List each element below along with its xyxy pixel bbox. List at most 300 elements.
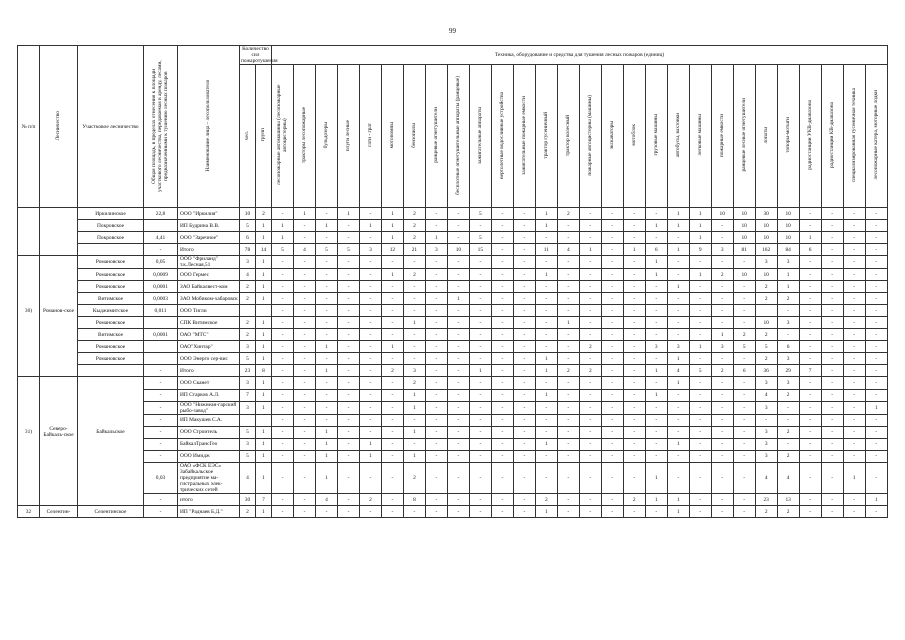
table-cell: -: [799, 208, 821, 220]
table-cell: -: [843, 220, 865, 232]
table-cell: -: [337, 389, 359, 401]
table-cell: -: [799, 414, 821, 426]
table-cell: -: [601, 426, 623, 438]
table-cell: [78, 365, 144, 377]
table-cell: 1: [777, 281, 799, 293]
table-cell: -: [359, 208, 381, 220]
table-cell: -: [491, 439, 513, 451]
table-cell: -: [315, 389, 337, 401]
table-cell: -: [601, 353, 623, 365]
table-cell: [40, 208, 78, 220]
table-cell: -: [513, 439, 535, 451]
table-cell: 1: [403, 401, 425, 414]
table-cell: -: [381, 293, 403, 305]
table-cell: -: [294, 232, 316, 244]
table-cell: -: [337, 463, 359, 494]
table-cell: 1: [381, 341, 403, 353]
table-row: [18, 220, 888, 232]
table-row: [18, 463, 888, 494]
header-area: Общая площадь, в пределах отнесения к площади участкового лесничества, передаваемая в аренду, лесами, предназначенными к тушению лесных пожаров: [144, 46, 178, 208]
table-cell: -: [425, 439, 447, 451]
lessee-cell: ООО Имидж: [178, 451, 240, 463]
table-cell: 10: [755, 269, 777, 281]
table-cell: 10: [755, 317, 777, 329]
table-cell: -: [623, 220, 645, 232]
table-cell: -: [689, 353, 711, 365]
table-cell: -: [733, 439, 755, 451]
table-cell: -: [403, 329, 425, 341]
lessee-cell: ЗАО Байкалвест-ком: [178, 281, 240, 293]
table-cell: -: [272, 353, 294, 365]
table-cell: -: [535, 341, 557, 353]
lessee-cell: ООО Тигли: [178, 305, 240, 317]
table-cell: -: [403, 506, 425, 518]
header-equipment-12: трактор гусеничный: [535, 65, 557, 208]
table-cell: -: [359, 365, 381, 377]
table-cell: [40, 281, 78, 293]
table-cell: -: [337, 293, 359, 305]
table-cell: -: [557, 401, 579, 414]
lessee-cell: СПК Витимское: [178, 317, 240, 329]
table-cell: -: [315, 269, 337, 281]
table-cell: -: [469, 341, 491, 353]
header-equipment-11: зажигательные пожарные емкости: [513, 65, 535, 208]
table-cell: 12: [381, 244, 403, 256]
table-cell: 1: [315, 463, 337, 494]
table-cell: -: [689, 389, 711, 401]
table-cell: -: [337, 317, 359, 329]
header-district: Участковое лесничество: [78, 46, 144, 208]
table-cell: 1: [645, 220, 667, 232]
table-cell: -: [513, 401, 535, 414]
header-equipment-3: плуги лесные: [337, 65, 359, 208]
table-cell: -: [601, 317, 623, 329]
table-cell: [40, 451, 78, 463]
table-cell: -: [425, 463, 447, 494]
table-cell: [40, 329, 78, 341]
table-cell: -: [799, 341, 821, 353]
header-equipment-16: мотоблок: [623, 65, 645, 208]
header-equipment-24: радиостанции УКВ-диапазона: [799, 65, 821, 208]
table-cell: 1: [447, 293, 469, 305]
table-cell: [78, 389, 144, 401]
table-cell: -: [535, 329, 557, 341]
table-cell: [18, 281, 40, 293]
table-cell: -: [821, 365, 843, 377]
table-cell: -: [601, 506, 623, 518]
table-row: [18, 389, 888, 401]
table-cell: 2: [579, 341, 601, 353]
table-cell: -: [557, 439, 579, 451]
table-cell: 1: [535, 439, 557, 451]
table-cell: 2: [777, 389, 799, 401]
table-cell: -: [425, 281, 447, 293]
table-cell: -: [359, 426, 381, 438]
table-cell: -: [843, 341, 865, 353]
table-cell: 1: [256, 389, 272, 401]
table-cell: -: [579, 232, 601, 244]
table-cell: -: [645, 281, 667, 293]
table-cell: -: [711, 414, 733, 426]
table-cell: 2: [755, 353, 777, 365]
table-cell: -: [381, 317, 403, 329]
header-equipment-10: вертолетные водосливные устройства: [491, 65, 513, 208]
table-cell: -: [513, 208, 535, 220]
table-cell: 5: [733, 341, 755, 353]
table-cell: 1: [256, 451, 272, 463]
table-cell: -: [491, 341, 513, 353]
table-cell: 1: [667, 220, 689, 232]
table-cell: -: [865, 365, 887, 377]
table-cell: -: [689, 281, 711, 293]
table-cell: -: [272, 208, 294, 220]
table-cell: -: [557, 451, 579, 463]
table-cell: 78: [240, 244, 256, 256]
table-cell: -: [579, 353, 601, 365]
table-cell: -: [535, 401, 557, 414]
table-cell: -: [337, 341, 359, 353]
table-cell: -: [557, 494, 579, 506]
table-cell: 2: [403, 269, 425, 281]
table-cell: -: [294, 401, 316, 414]
table-cell: -: [469, 220, 491, 232]
table-cell: -: [294, 293, 316, 305]
table-cell: -: [294, 414, 316, 426]
table-cell: [78, 451, 144, 463]
table-cell: 1: [272, 232, 294, 244]
table-cell: -: [601, 208, 623, 220]
table-cell: Селенгинское: [78, 506, 144, 518]
table-cell: 1: [256, 293, 272, 305]
table-cell: 10: [777, 208, 799, 220]
table-cell: -: [711, 353, 733, 365]
table-row: [18, 494, 888, 506]
table-cell: 3: [755, 401, 777, 414]
table-cell: -: [579, 463, 601, 494]
table-cell: -: [403, 353, 425, 365]
table-cell: -: [579, 451, 601, 463]
table-row: [18, 256, 888, 269]
merged-label: 30): [18, 305, 40, 317]
table-cell: 2: [240, 506, 256, 518]
table-cell: 1: [359, 220, 381, 232]
table-cell: [18, 494, 40, 506]
table-cell: -: [711, 305, 733, 317]
table-cell: 1: [645, 463, 667, 494]
table-cell: -: [359, 414, 381, 426]
table-row: [18, 377, 888, 390]
table-cell: -: [865, 256, 887, 269]
table-cell: -: [689, 377, 711, 390]
table-cell: -: [381, 414, 403, 426]
lessee-cell: ОАО "МТС": [178, 329, 240, 341]
table-cell: -: [337, 377, 359, 390]
table-cell: -: [667, 317, 689, 329]
table-row: [18, 244, 888, 256]
table-cell: [18, 414, 40, 426]
table-cell: -: [381, 426, 403, 438]
table-cell: 5: [689, 365, 711, 377]
table-cell: -: [491, 401, 513, 414]
table-cell: -: [425, 451, 447, 463]
table-cell: 3: [711, 341, 733, 353]
table-cell: 1: [645, 389, 667, 401]
table-cell: -: [425, 389, 447, 401]
table-cell: 5: [240, 426, 256, 438]
table-cell: -: [843, 365, 865, 377]
table-cell: 3: [777, 317, 799, 329]
table-cell: -: [601, 365, 623, 377]
table-cell: 5: [272, 244, 294, 256]
table-cell: -: [144, 365, 178, 377]
table-cell: 1: [403, 426, 425, 438]
table-cell: -: [272, 305, 294, 317]
table-cell: -: [667, 414, 689, 426]
table-cell: -: [557, 426, 579, 438]
table-cell: [240, 414, 256, 426]
table-cell: -: [272, 414, 294, 426]
table-cell: 1: [645, 365, 667, 377]
table-row: [18, 208, 888, 220]
table-cell: -: [425, 414, 447, 426]
table-cell: 1: [535, 208, 557, 220]
table-cell: -: [513, 494, 535, 506]
table-cell: 4: [294, 244, 316, 256]
table-cell: -: [601, 389, 623, 401]
table-cell: -: [447, 365, 469, 377]
table-cell: 9: [689, 244, 711, 256]
table-cell: [40, 341, 78, 353]
table-cell: 4: [755, 389, 777, 401]
lessee-cell: БайкалТрансГео: [178, 439, 240, 451]
table-cell: -: [447, 329, 469, 341]
table-cell: -: [601, 232, 623, 244]
table-cell: 4: [557, 244, 579, 256]
table-cell: -: [535, 377, 557, 390]
table-cell: -: [645, 232, 667, 244]
table-cell: -: [272, 439, 294, 451]
table-cell: -: [667, 305, 689, 317]
table-cell: -: [294, 341, 316, 353]
table-cell: 1: [381, 232, 403, 244]
table-cell: 2: [403, 232, 425, 244]
table-cell: 1: [315, 439, 337, 451]
table-cell: 10: [240, 208, 256, 220]
table-row: [18, 232, 888, 244]
table-cell: 1: [403, 451, 425, 463]
table-cell: -: [799, 305, 821, 317]
table-cell: -: [733, 305, 755, 317]
table-row: [18, 353, 888, 365]
table-row: [18, 506, 888, 518]
lessee-cell: ИП Будрина В.В.: [178, 220, 240, 232]
table-cell: -: [557, 232, 579, 244]
table-cell: [40, 269, 78, 281]
table-cell: -: [513, 377, 535, 390]
table-cell: -: [535, 256, 557, 269]
table-cell: 4,41: [144, 232, 178, 244]
table-cell: -: [733, 256, 755, 269]
table-cell: 1: [256, 353, 272, 365]
table-cell: 1: [623, 244, 645, 256]
table-cell: -: [337, 401, 359, 414]
table-cell: -: [557, 463, 579, 494]
table-cell: -: [381, 451, 403, 463]
table-cell: 0,0001: [144, 329, 178, 341]
table-cell: 11: [535, 244, 557, 256]
table-cell: -: [843, 439, 865, 451]
table-cell: -: [359, 329, 381, 341]
table-cell: 2: [240, 281, 256, 293]
table-cell: -: [491, 389, 513, 401]
table-cell: -: [491, 244, 513, 256]
lessee-cell: ООО Строитель: [178, 426, 240, 438]
table-cell: -: [272, 269, 294, 281]
table-cell: -: [425, 293, 447, 305]
table-cell: 23: [755, 494, 777, 506]
table-cell: [18, 208, 40, 220]
table-cell: 3: [359, 244, 381, 256]
table-cell: -: [144, 377, 178, 390]
table-cell: -: [491, 426, 513, 438]
table-cell: -: [623, 463, 645, 494]
table-cell: -: [843, 389, 865, 401]
table-cell: -: [821, 269, 843, 281]
table-cell: Романовское: [78, 281, 144, 293]
table-cell: -: [601, 439, 623, 451]
table-cell: -: [733, 401, 755, 414]
table-cell: -: [579, 329, 601, 341]
table-cell: 1: [256, 341, 272, 353]
header-equipment-19: легковые машины: [689, 65, 711, 208]
table-cell: -: [447, 256, 469, 269]
table-cell: [18, 269, 40, 281]
table-row: [18, 281, 888, 293]
table-cell: 2: [755, 293, 777, 305]
table-cell: -: [601, 293, 623, 305]
table-cell: -: [272, 463, 294, 494]
table-cell: -: [513, 269, 535, 281]
table-cell: 1: [381, 220, 403, 232]
table-cell: -: [601, 451, 623, 463]
table-cell: -: [799, 451, 821, 463]
table-cell: 8: [256, 365, 272, 377]
table-cell: 2: [579, 365, 601, 377]
table-cell: -: [513, 317, 535, 329]
table-cell: -: [315, 232, 337, 244]
table-cell: -: [799, 256, 821, 269]
table-cell: 10: [733, 220, 755, 232]
table-cell: 6: [733, 365, 755, 377]
lessee-cell: ИП "Раднаев Б.Д.": [178, 506, 240, 518]
table-cell: -: [799, 317, 821, 329]
table-cell: -: [359, 341, 381, 353]
table-cell: [18, 439, 40, 451]
table-cell: -: [359, 256, 381, 269]
header-forces-groups: групп: [256, 65, 272, 208]
header-lessee: Наименование лица – лесопользователя: [178, 46, 240, 208]
table-cell: -: [579, 269, 601, 281]
table-cell: 2: [381, 365, 403, 377]
table-cell: -: [645, 506, 667, 518]
table-cell: -: [469, 256, 491, 269]
table-cell: [256, 305, 272, 317]
table-cell: 22,8: [144, 208, 178, 220]
table-cell: -: [315, 414, 337, 426]
table-cell: -: [315, 506, 337, 518]
table-cell: [78, 494, 144, 506]
table-cell: 1: [256, 463, 272, 494]
table-cell: -: [689, 293, 711, 305]
table-cell: -: [579, 293, 601, 305]
table-cell: -: [843, 305, 865, 317]
lessee-cell: ОАО"Хинтар": [178, 341, 240, 353]
table-cell: -: [689, 463, 711, 494]
table-cell: -: [272, 426, 294, 438]
table-cell: -: [843, 506, 865, 518]
table-cell: -: [865, 451, 887, 463]
table-cell: -: [272, 377, 294, 390]
table-cell: -: [579, 377, 601, 390]
table-cell: -: [645, 439, 667, 451]
table-cell: -: [491, 365, 513, 377]
table-cell: -: [755, 414, 777, 426]
table-cell: -: [557, 281, 579, 293]
table-cell: -: [469, 439, 491, 451]
table-cell: -: [491, 220, 513, 232]
lessee-cell: ЗАО Мобиком-хабаровск: [178, 293, 240, 305]
table-cell: 3: [403, 365, 425, 377]
table-cell: 1: [256, 439, 272, 451]
table-cell: [144, 317, 178, 329]
table-cell: -: [623, 451, 645, 463]
table-cell: 10: [755, 232, 777, 244]
table-cell: -: [623, 293, 645, 305]
table-cell: -: [623, 426, 645, 438]
table-cell: -: [425, 269, 447, 281]
table-cell: -: [403, 281, 425, 293]
table-cell: -: [381, 439, 403, 451]
table-cell: [40, 401, 78, 414]
table-cell: -: [799, 426, 821, 438]
table-cell: -: [469, 401, 491, 414]
table-cell: 1: [256, 232, 272, 244]
table-cell: -: [294, 365, 316, 377]
table-cell: [18, 451, 40, 463]
table-cell: -: [667, 293, 689, 305]
table-cell: [78, 244, 144, 256]
table-cell: 1: [315, 426, 337, 438]
table-cell: -: [843, 414, 865, 426]
table-cell: -: [865, 317, 887, 329]
table-cell: -: [359, 401, 381, 414]
table-cell: 6: [799, 244, 821, 256]
table-cell: -: [447, 220, 469, 232]
table-cell: -: [337, 305, 359, 317]
table-row: [18, 293, 888, 305]
table-cell: 2: [240, 317, 256, 329]
table-cell: 1: [535, 365, 557, 377]
header-forces-people: чел.: [240, 65, 256, 208]
table-cell: Романовское: [78, 317, 144, 329]
header-num: № п/п: [18, 46, 40, 208]
table-cell: -: [337, 451, 359, 463]
table-cell: [18, 365, 40, 377]
table-cell: -: [403, 414, 425, 426]
table-cell: -: [623, 389, 645, 401]
table-cell: -: [777, 414, 799, 426]
table-cell: -: [579, 317, 601, 329]
